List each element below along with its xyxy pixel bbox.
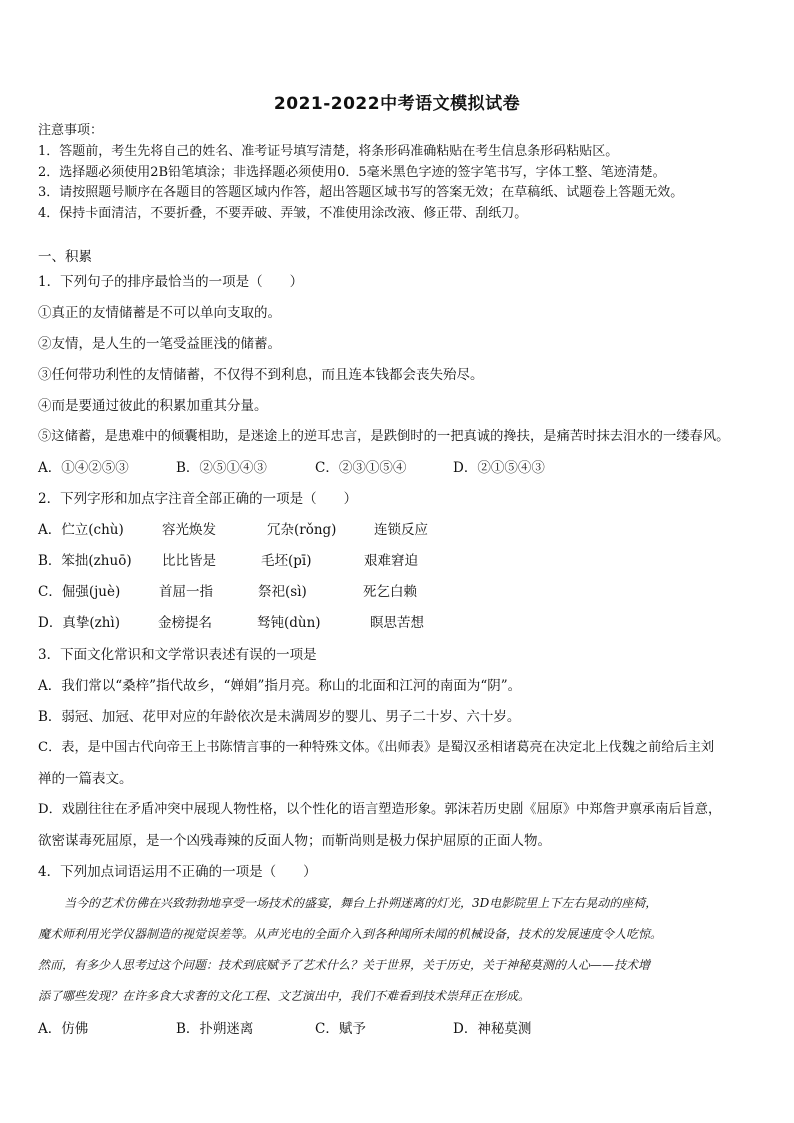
q2-word: B．笨拙(zhuō) xyxy=(38,553,132,569)
q3-option-d[interactable]: D．戏剧往往在矛盾冲突中展现人物性格，以个性化的语言塑造形象。郭沫若历史剧《屈原》中郑詹尹禀承南后旨意， xyxy=(38,802,722,817)
q3-option-a[interactable]: A．我们常以“桑梓”指代故乡，“婵娟”指月亮。称山的北面和江河的南面为“阴”。 xyxy=(38,678,522,694)
notice-item: 3．请按照题号顺序在各题目的答题区域内作答，超出答题区域书写的答案无效；在草稿纸、试题卷上答题无效。 xyxy=(38,185,684,200)
page-title: 2021-2022中考语文模拟试卷 xyxy=(273,94,521,114)
q4-option-c[interactable]: C．赋予 xyxy=(315,1021,366,1037)
notice-heading: 注意事项： xyxy=(38,123,104,138)
q2-word: 容光焕发 xyxy=(162,522,216,538)
q1-option-d[interactable]: D．②①⑤④③ xyxy=(453,460,545,476)
q2-option-row-b[interactable] xyxy=(38,552,418,570)
q2-word: 毛坯(pī) xyxy=(261,553,312,569)
q2-word: 金榜提名 xyxy=(158,615,212,631)
q2-word: C．倔强(juè) xyxy=(38,584,121,600)
q4-passage-line: 然而，有多少人思考过这个问题：技术到底赋予了艺术什么？关于世界，关于历史，关于神秘莫测的人心——技术增 xyxy=(38,958,651,972)
q4-passage-line: 添了哪些发现？在许多食大求奢的文化工程、文艺演出中，我们不难看到技术崇拜正在形成。 xyxy=(38,989,531,1003)
q1-sentence: ③任何带功利性的友情储蓄，不仅得不到利息，而且连本钱都会丧失殆尽。 xyxy=(38,367,484,383)
q4-passage-line: 当今的艺术仿佛在兴致勃勃地享受一场技术的盛宴，舞台上扑朔迷离的灯光，3D电影院里上下左右晃动的座椅， xyxy=(64,896,658,910)
q2-word: 冗杂(rǒng) xyxy=(267,522,337,538)
q4-option-a[interactable]: A．仿佛 xyxy=(38,1021,89,1037)
q2-word: 连锁反应 xyxy=(374,522,428,538)
q2-word: 瞑思苦想 xyxy=(370,615,424,631)
q4-option-d[interactable]: D．神秘莫测 xyxy=(453,1021,532,1037)
q1-option-b[interactable]: B．②⑤①④③ xyxy=(176,460,267,476)
q2-word: 艰难窘迫 xyxy=(364,553,418,569)
q2-option-row-d[interactable] xyxy=(38,614,424,632)
q2-option-row-c[interactable] xyxy=(38,583,417,601)
q1-option-a[interactable]: A．①④②⑤③ xyxy=(38,460,129,476)
notice-item: 2．选择题必须使用2B铅笔填涂；非选择题必须使用0．5毫米黑色字迹的签字笔书写，字体工整、笔迹清楚。 xyxy=(38,165,666,180)
q4-passage-line: 魔术师利用光学仪器制造的视觉误差等。从声光电的全面介入到各种闻所未闻的机械设备，技术的发展速度令人吃惊。 xyxy=(38,927,663,941)
q4-options xyxy=(38,1020,531,1038)
notice-item: 1．答题前，考生先将自己的姓名、准考证号填写清楚，将条形码准确粘贴在考生信息条形码粘贴区。 xyxy=(38,144,619,159)
q1-sentence: ④而是要通过彼此的积累加重其分量。 xyxy=(38,398,268,414)
q1-sentence: ⑤这储蓄，是患难中的倾囊相助，是迷途上的逆耳忠言，是跌倒时的一把真诚的搀扶，是痛苦时抹去泪水的一缕春风。 xyxy=(38,429,730,444)
question-3-stem: 3．下面文化常识和文学常识表述有误的一项是 xyxy=(38,647,317,663)
q4-option-b[interactable]: B．扑朔迷离 xyxy=(176,1021,254,1037)
q1-option-c[interactable]: C．②③①⑤④ xyxy=(315,460,407,476)
q1-sentence: ②友情，是人生的一笔受益匪浅的储蓄。 xyxy=(38,336,281,352)
q2-word: 比比皆是 xyxy=(162,553,216,569)
notice-item: 4．保持卡面清洁，不要折叠，不要弄破、弄皱，不准使用涂改液、修正带、刮纸刀。 xyxy=(38,206,528,221)
q2-word: D．真挚(zhì) xyxy=(38,615,120,631)
q2-word: 死乞白赖 xyxy=(363,584,417,600)
q2-word: 驽钝(dùn) xyxy=(257,615,321,631)
q3-option-c-continued: 禅的一篇表文。 xyxy=(38,771,133,787)
q3-option-c[interactable]: C．表，是中国古代向帝王上书陈情言事的一种特殊文体。《出师表》是蜀汉丞相诸葛亮在决定北上伐魏之前给后主刘 xyxy=(38,740,715,755)
question-1-stem: 1．下列句子的排序最恰当的一项是（ ） xyxy=(38,274,304,290)
question-4-stem: 4．下列加点词语运用不正确的一项是（ ） xyxy=(38,864,317,880)
q3-option-b[interactable]: B．弱冠、加冠、花甲对应的年龄依次是未满周岁的婴儿、男子二十岁、六十岁。 xyxy=(38,709,521,725)
q1-sentence: ①真正的友情储蓄是不可以单向支取的。 xyxy=(38,305,281,321)
question-2-stem: 2．下列字形和加点字注音全部正确的一项是（ ） xyxy=(38,491,358,507)
q2-option-row-a[interactable] xyxy=(38,521,428,539)
section-heading: 一、积累 xyxy=(38,249,92,265)
q2-word: 祭祀(sì) xyxy=(258,584,307,600)
q1-options xyxy=(38,459,545,477)
q3-option-d-continued: 欲密谋毒死屈原，是一个凶残毒辣的反面人物；而靳尚则是极力保护屈原的正面人物。 xyxy=(38,833,551,849)
q2-word: A．伫立(chù) xyxy=(38,522,124,538)
q2-word: 首屈一指 xyxy=(159,584,213,600)
